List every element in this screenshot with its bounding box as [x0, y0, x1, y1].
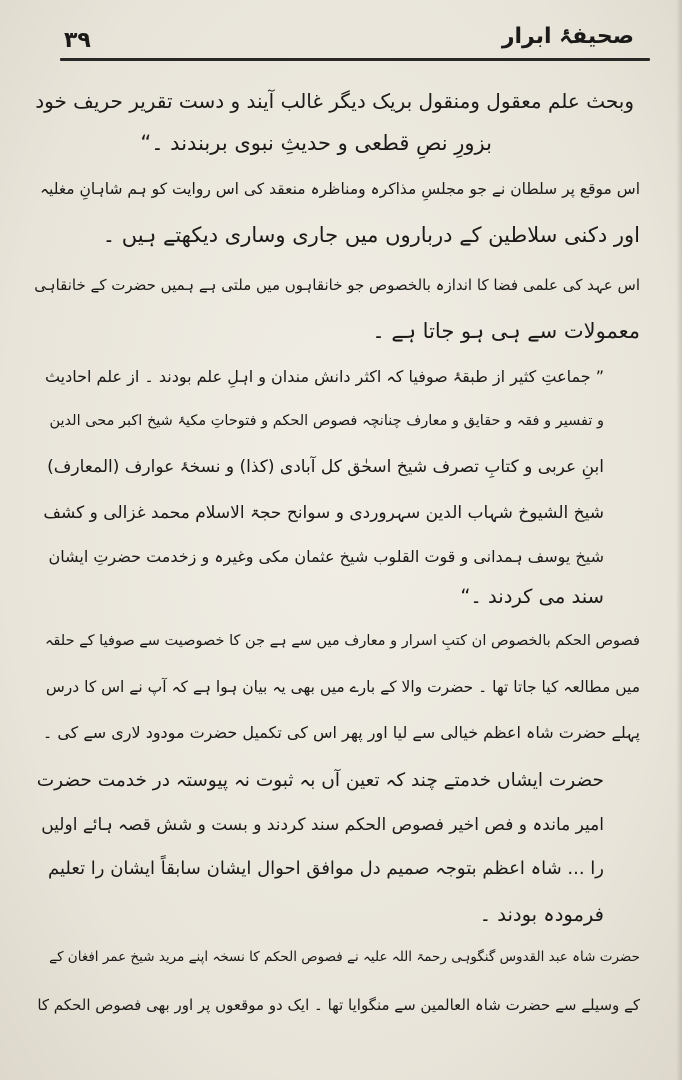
text-line: بزورِ نصِ قطعی و حدیثِ نبوی بربندند ۔“: [140, 131, 492, 155]
quote-line: را ... شاہ اعظم بتوجہ صمیم دل موافق احوال ایشان سابقاً ایشان را تعلیم: [48, 858, 604, 879]
quote-line: شیخ الشیوخ شہاب الدین سہروردی و سوانح حجۃ الاسلام محمد غزالی و کشف: [43, 503, 604, 523]
text-line: وبحث علم معقول ومنقول بریک دیگر غالب آیند و دست تقریر حریف خود: [35, 89, 634, 113]
text-line: اس موقع پر سلطان نے جو مجلسِ مذاکرہ ومناظرہ منعقد کی اس روایت کو ہم شاہانِ مغلیہ: [39, 180, 640, 198]
header-rule: [60, 58, 650, 61]
running-title: صحیفۂ ابرار: [501, 24, 634, 49]
text-line: اس عہد کی علمی فضا کا اندازہ بالخصوص جو خانقاہوں میں ملتی ہے ہمیں حضرت کے خانقاہی: [34, 276, 640, 294]
quote-line: ابنِ عربی و کتابِ تصرف شیخ اسحٰق کل آبادی (کذا) و نسخۂ عوارف (المعارف): [47, 457, 604, 477]
text-line: حضرت شاہ عبد القدوس گنگوہی رحمۃ اللہ علیہ نے فصوص الحکم کا نسخہ اپنے مرید شیخ عمر افغان کے: [49, 949, 640, 965]
quote-line: حضرت ایشاں خدمتے چند کہ تعین آں بہ ثبوت نہ پیوستہ در خدمت حضرت: [36, 770, 604, 791]
page-number: ٣٩: [64, 28, 91, 53]
page-edge-shadow: [676, 0, 682, 1080]
text-line: کے وسیلے سے حضرت شاہ العالمین سے منگوایا تھا ۔ ایک دو موقعوں پر اور بھی فصوص الحکم کا: [37, 996, 640, 1014]
text-line: اور دکنی سلاطین کے درباروں میں جاری وساری دیکھتے ہیں ۔: [102, 223, 640, 247]
quote-line: سند می کردند ۔“: [460, 585, 604, 608]
quote-line: شیخ یوسف ہمدانی و قوت القلوب شیخ عثمان مکی وغیرہ و زخدمت حضرتِ ایشان: [48, 547, 604, 566]
quote-line: امیر ماندہ و فص اخیر فصوص الحکم سند کردند و بست و شش قصہ ہائے اولیں: [41, 815, 604, 835]
text-line: معمولات سے ہی ہو جاتا ہے ۔: [372, 319, 640, 343]
text-line: پہلے حضرت شاہ اعظم خیالی سے لیا اور پھر اس کی تکمیل حضرت مودود لاری سے کی ۔: [42, 723, 640, 742]
quote-line: ” جماعتِ کثیر از طبقۂ صوفیا کہ اکثر دانش مندان و اہلِ علم بودند ۔ از علم احادیث: [44, 367, 604, 386]
quote-line: و تفسیر و فقہ و حقایق و معارف چنانچہ فصوص الحکم و فتوحاتِ مکیۂ شیخ اکبر محی الدین: [49, 413, 604, 429]
text-line: میں مطالعہ کیا جاتا تھا ۔ حضرت والا کے بارے میں بھی یہ بیان ہوا ہے کہ آپ نے اس کا درس: [45, 678, 640, 696]
quote-line: فرمودہ بودند ۔: [479, 903, 604, 926]
text-line: فصوص الحکم بالخصوص ان کتبِ اسرار و معارف میں سے ہے جن کا خصوصیت سے صوفیا کے حلقہ: [44, 633, 640, 649]
